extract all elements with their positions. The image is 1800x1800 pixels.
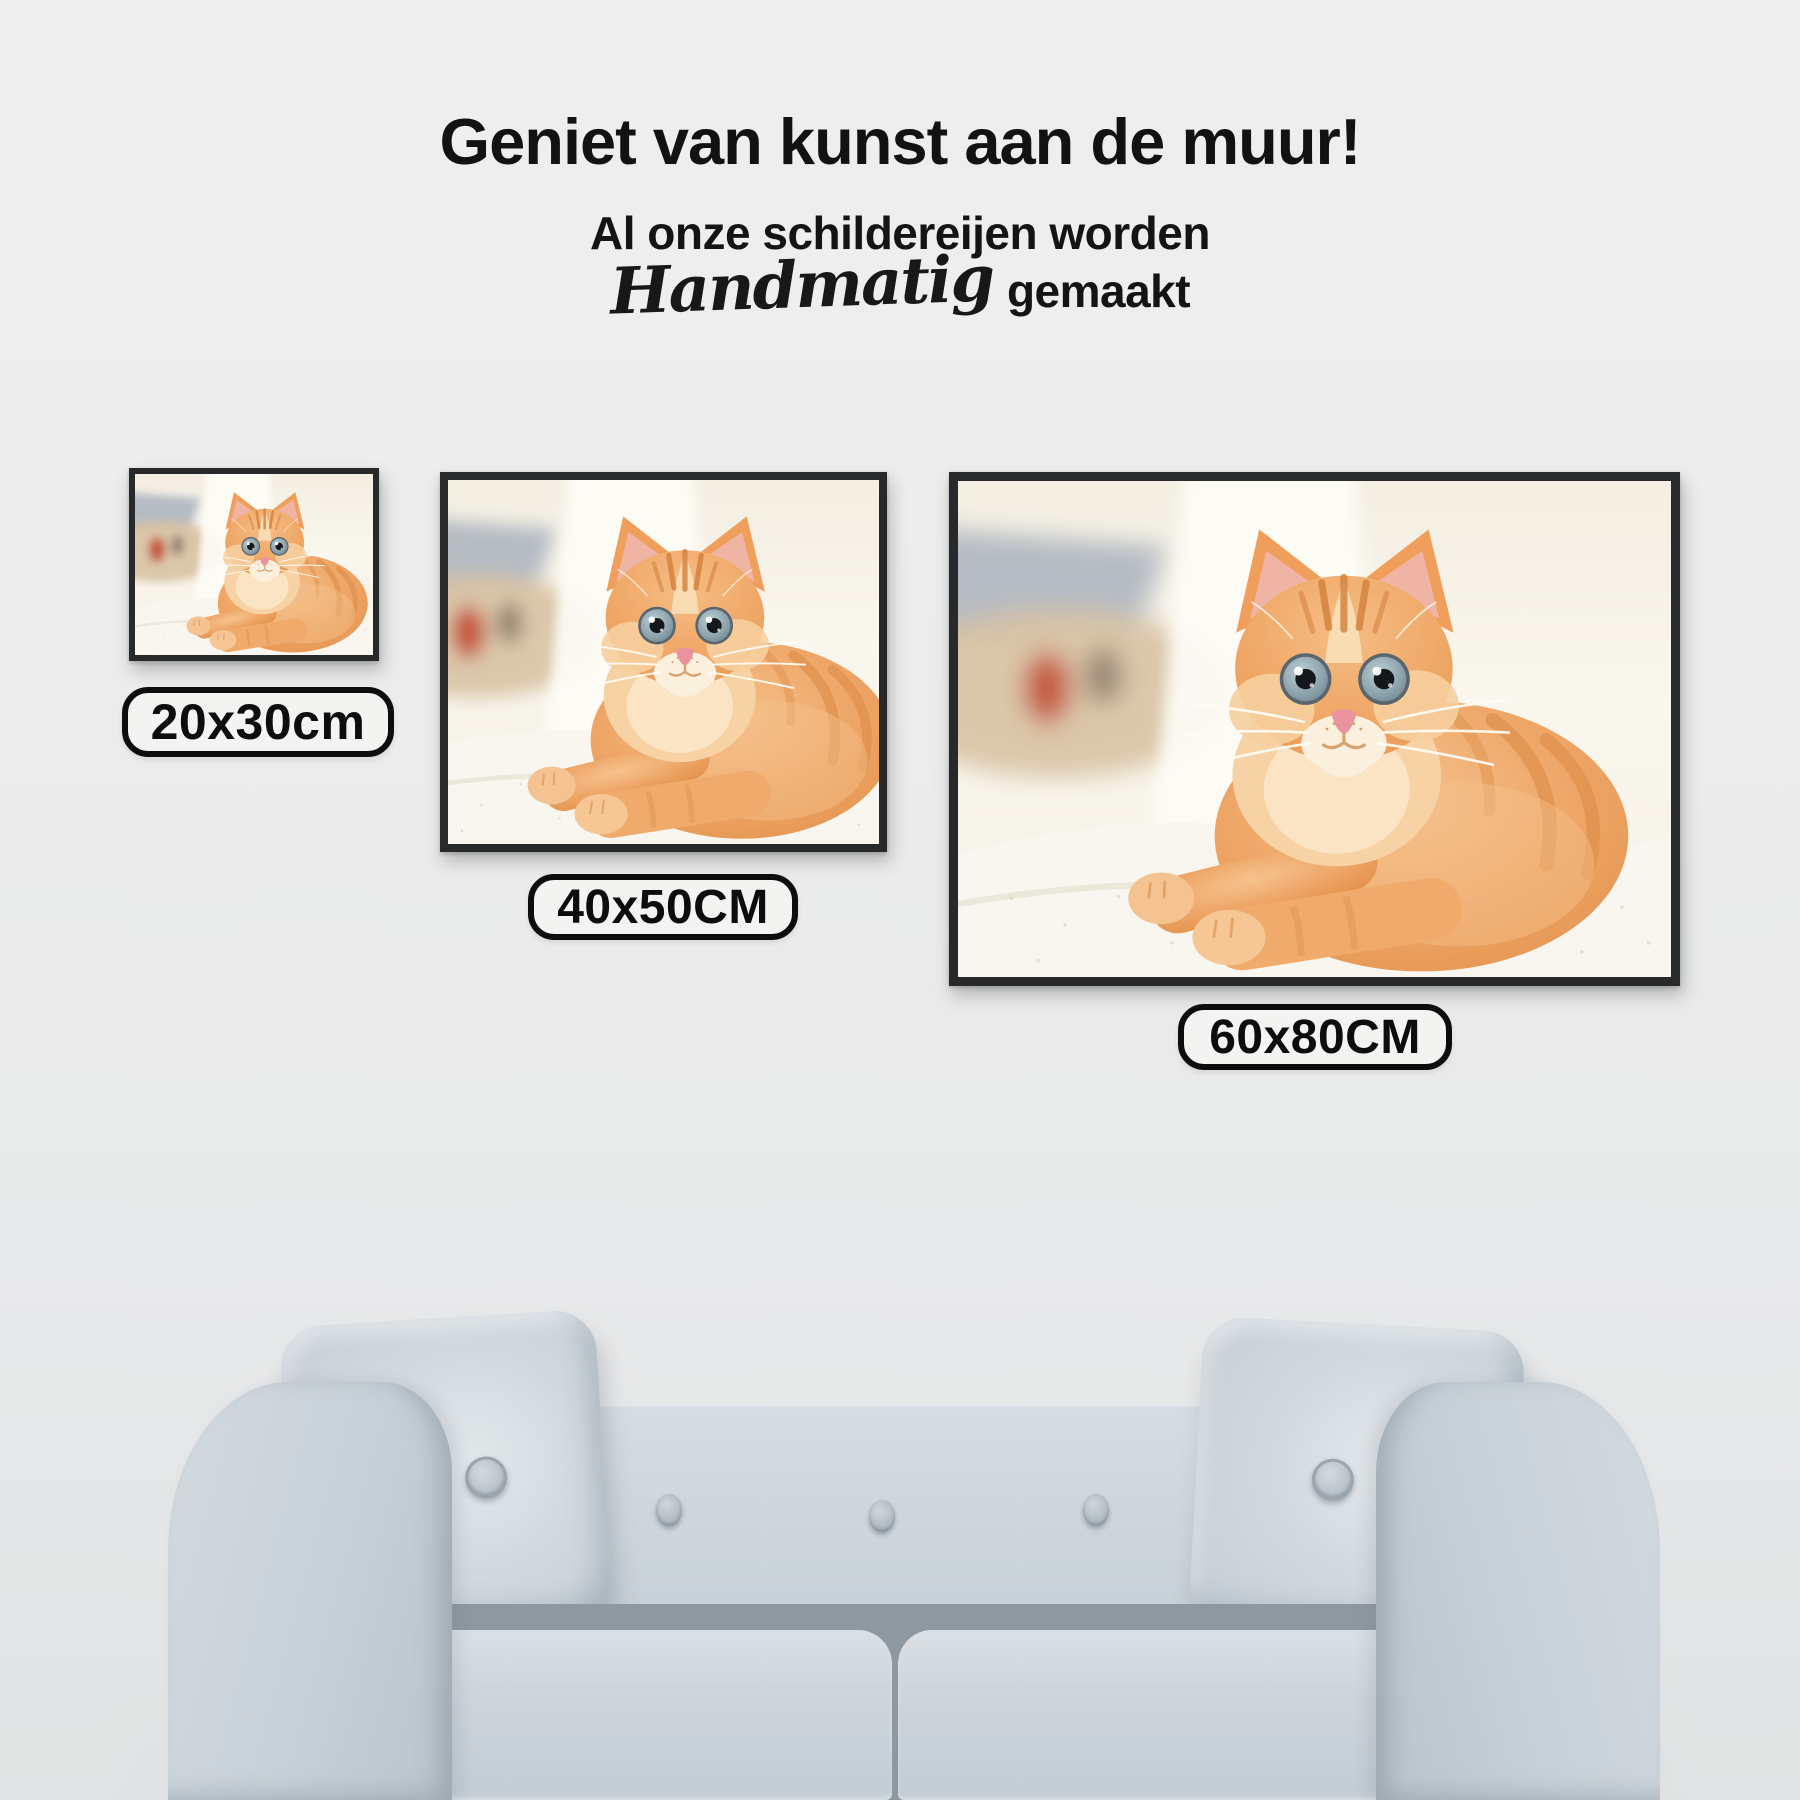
picture-frame-large: [949, 472, 1680, 986]
sofa-arm-right: [1376, 1382, 1660, 1800]
handmatig-script-text: Handmatig: [608, 241, 995, 330]
subtitle: Al onze schildereijen worden: [590, 207, 1210, 259]
gemaakt-text: gemaakt: [1006, 265, 1191, 317]
sofa-arm-left: [168, 1382, 452, 1800]
sofa-tuft-button: [656, 1494, 682, 1526]
kitten-photo: [135, 474, 373, 655]
subtitle-line2: [0, 241, 1800, 330]
size-badge-60x80: 60x80CM: [1178, 1004, 1452, 1070]
sofa-tuft-button: [1083, 1494, 1109, 1526]
size-badge-20x30: 20x30cm: [122, 687, 394, 757]
size-badge-40x50: 40x50CM: [528, 874, 798, 940]
kitten-photo: [958, 481, 1671, 977]
pillow-button: [1311, 1457, 1355, 1501]
kitten-photo: [448, 480, 879, 844]
picture-frame-medium: [440, 472, 887, 852]
headline: Geniet van kunst aan de muur!: [439, 105, 1361, 178]
picture-frame-small: [129, 468, 379, 661]
sofa-tuft-button: [869, 1500, 895, 1532]
pillow-button: [464, 1456, 508, 1500]
